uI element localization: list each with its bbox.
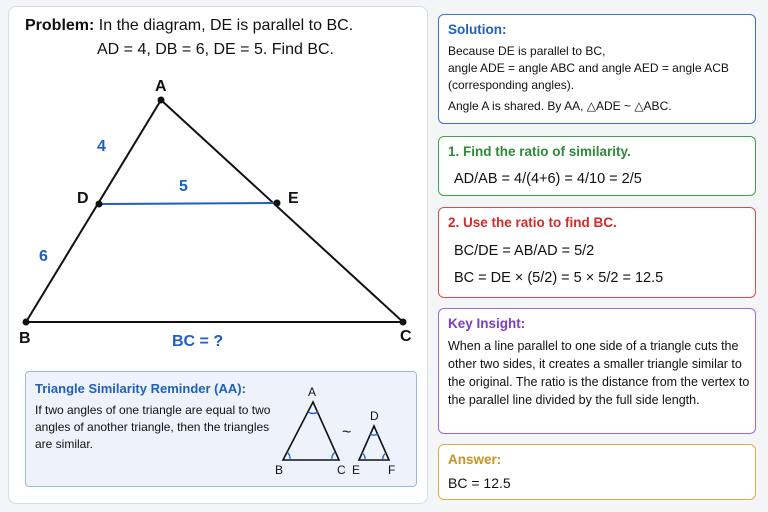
segment-ab xyxy=(26,100,161,322)
angle-mark-f xyxy=(383,453,386,460)
small-label-e: E xyxy=(352,463,361,477)
step2-equation1: BC/DE = AB/AD = 5/2 xyxy=(454,243,595,259)
segment-de xyxy=(99,203,277,204)
vertex-label-a: A xyxy=(155,78,167,95)
triangle-abc xyxy=(283,402,339,460)
small-label-c: C xyxy=(337,463,346,477)
small-label-f: F xyxy=(388,463,396,477)
vertex-label-b: B xyxy=(19,330,31,347)
solution-title: Solution: xyxy=(448,22,507,37)
angle-mark-d xyxy=(370,434,378,435)
step2-equation2: BC = DE × (5/2) = 5 × 5/2 = 12.5 xyxy=(454,270,664,286)
point-b xyxy=(23,319,30,326)
step1-title: 1. Find the ratio of similarity. xyxy=(448,144,631,159)
segment-ac xyxy=(161,100,403,322)
small-label-a: A xyxy=(308,385,317,399)
step1-card xyxy=(438,136,756,196)
vertex-label-d: D xyxy=(77,190,89,207)
label-bc: BC = ? xyxy=(172,333,224,350)
label-db: 6 xyxy=(39,248,48,265)
problem-statement-line2: AD = 4, DB = 6, DE = 5. Find BC. xyxy=(97,41,334,58)
angle-mark-a xyxy=(308,412,318,413)
solution-card xyxy=(438,14,756,124)
reminder-text: If two angles of one triangle are equal to two angles of another triangle, then the triangles are similar. xyxy=(35,403,271,451)
angle-mark-e xyxy=(362,453,365,460)
angle-mark-b xyxy=(287,452,290,460)
step2-title: 2. Use the ratio to find BC. xyxy=(448,215,617,230)
small-label-d: D xyxy=(370,409,379,423)
point-e xyxy=(274,200,281,207)
problem-text-line1: In the diagram, DE is parallel to BC. xyxy=(98,17,354,34)
problem-label: Problem: xyxy=(25,17,95,34)
reminder-title: Triangle Similarity Reminder (AA): xyxy=(35,381,246,396)
solution-line3: Angle A is shared. By AA, △ADE ~ △ABC. xyxy=(448,99,672,113)
insight-text: When a line parallel to one side of a triangle cuts the other two sides, it creates a smaller triangle similar to the original. The ratio is the distance from the vertex to the parallel line divided by the full side length. xyxy=(448,339,750,407)
insight-card xyxy=(438,308,756,434)
point-a xyxy=(158,97,165,104)
vertex-label-c: C xyxy=(400,328,412,345)
similarity-reminder xyxy=(25,371,417,487)
step1-equation: AD/AB = 4/(4+6) = 4/10 = 2/5 xyxy=(454,171,642,187)
insight-title: Key Insight: xyxy=(448,316,526,331)
vertex-label-e: E xyxy=(288,190,299,207)
triangle-diagram xyxy=(9,7,427,367)
solution-line1: Because DE is parallel to BC, xyxy=(448,44,606,58)
answer-text: BC = 12.5 xyxy=(448,475,511,491)
label-ad: 4 xyxy=(97,138,106,155)
answer-card xyxy=(438,444,756,500)
point-d xyxy=(96,201,103,208)
point-c xyxy=(400,319,407,326)
answer-title: Answer: xyxy=(448,452,502,467)
similar-symbol: ~ xyxy=(342,424,352,441)
step2-card xyxy=(438,207,756,298)
problem-panel xyxy=(8,6,428,504)
label-de: 5 xyxy=(179,178,188,195)
angle-mark-c xyxy=(332,452,335,460)
solution-line2: angle ADE = angle ABC and angle AED = angle ACB (corresponding angles). xyxy=(448,61,729,92)
small-label-b: B xyxy=(275,463,284,477)
solution-body xyxy=(448,43,748,115)
